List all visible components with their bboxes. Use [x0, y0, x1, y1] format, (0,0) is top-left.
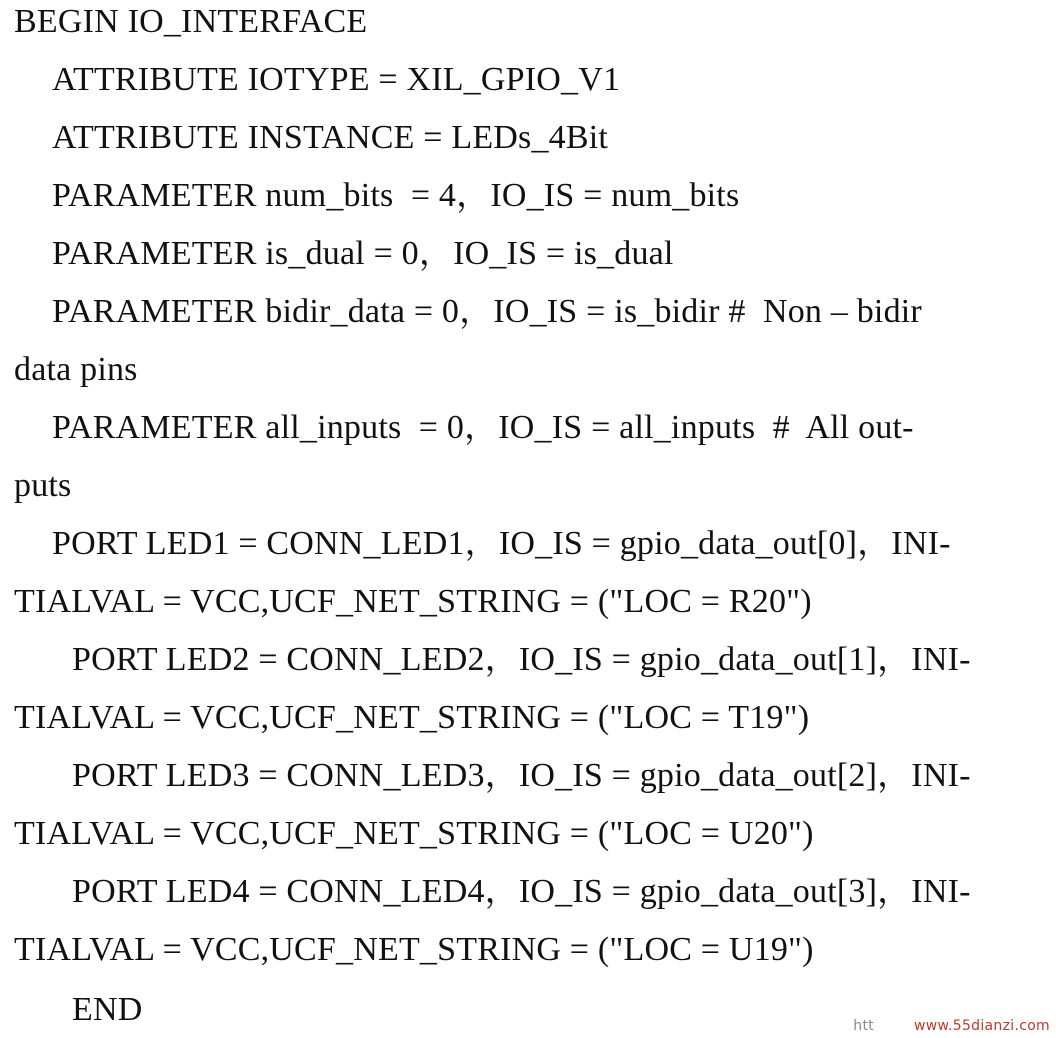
code-line-continuation: TIALVAL = VCC,UCF_NET_STRING = ("LOC = U20") — [14, 815, 814, 852]
code-line-attribute-iotype: ATTRIBUTE IOTYPE = XIL_GPIO_V1 — [52, 61, 621, 98]
code-line-end: END — [72, 991, 143, 1028]
code-line-parameter-bidir-data: PARAMETER bidir_data = 0，IO_IS = is_bidir # Non – bidir — [52, 293, 922, 330]
code-line-parameter-all-inputs: PARAMETER all_inputs = 0，IO_IS = all_inputs # All out- — [52, 409, 914, 446]
code-line-attribute-instance: ATTRIBUTE INSTANCE = LEDs_4Bit — [52, 119, 609, 156]
code-line-parameter-num-bits: PARAMETER num_bits = 4，IO_IS = num_bits — [52, 177, 740, 214]
code-line-port-led2: PORT LED2 = CONN_LED2，IO_IS = gpio_data_out[1]，INI- — [72, 641, 971, 678]
code-line-continuation: data pins — [14, 351, 138, 388]
code-line-continuation: TIALVAL = VCC,UCF_NET_STRING = ("LOC = U19") — [14, 931, 814, 968]
watermark — [853, 1018, 1050, 1034]
watermark-prefix: htt — [853, 1018, 875, 1034]
code-line-continuation: puts — [14, 467, 72, 504]
code-line-port-led3: PORT LED3 = CONN_LED3，IO_IS = gpio_data_out[2]，INI- — [72, 757, 971, 794]
code-line-port-led4: PORT LED4 = CONN_LED4，IO_IS = gpio_data_out[3]，INI- — [72, 873, 971, 910]
code-line-parameter-is-dual: PARAMETER is_dual = 0，IO_IS = is_dual — [52, 235, 674, 272]
code-line-begin: BEGIN IO_INTERFACE — [14, 3, 368, 40]
code-line-port-led1: PORT LED1 = CONN_LED1，IO_IS = gpio_data_out[0]，INI- — [52, 525, 951, 562]
watermark-url: www.55dianzi.com — [914, 1018, 1050, 1034]
code-line-continuation: TIALVAL = VCC,UCF_NET_STRING = ("LOC = T19") — [14, 699, 810, 736]
code-line-continuation: TIALVAL = VCC,UCF_NET_STRING = ("LOC = R20") — [14, 583, 812, 620]
